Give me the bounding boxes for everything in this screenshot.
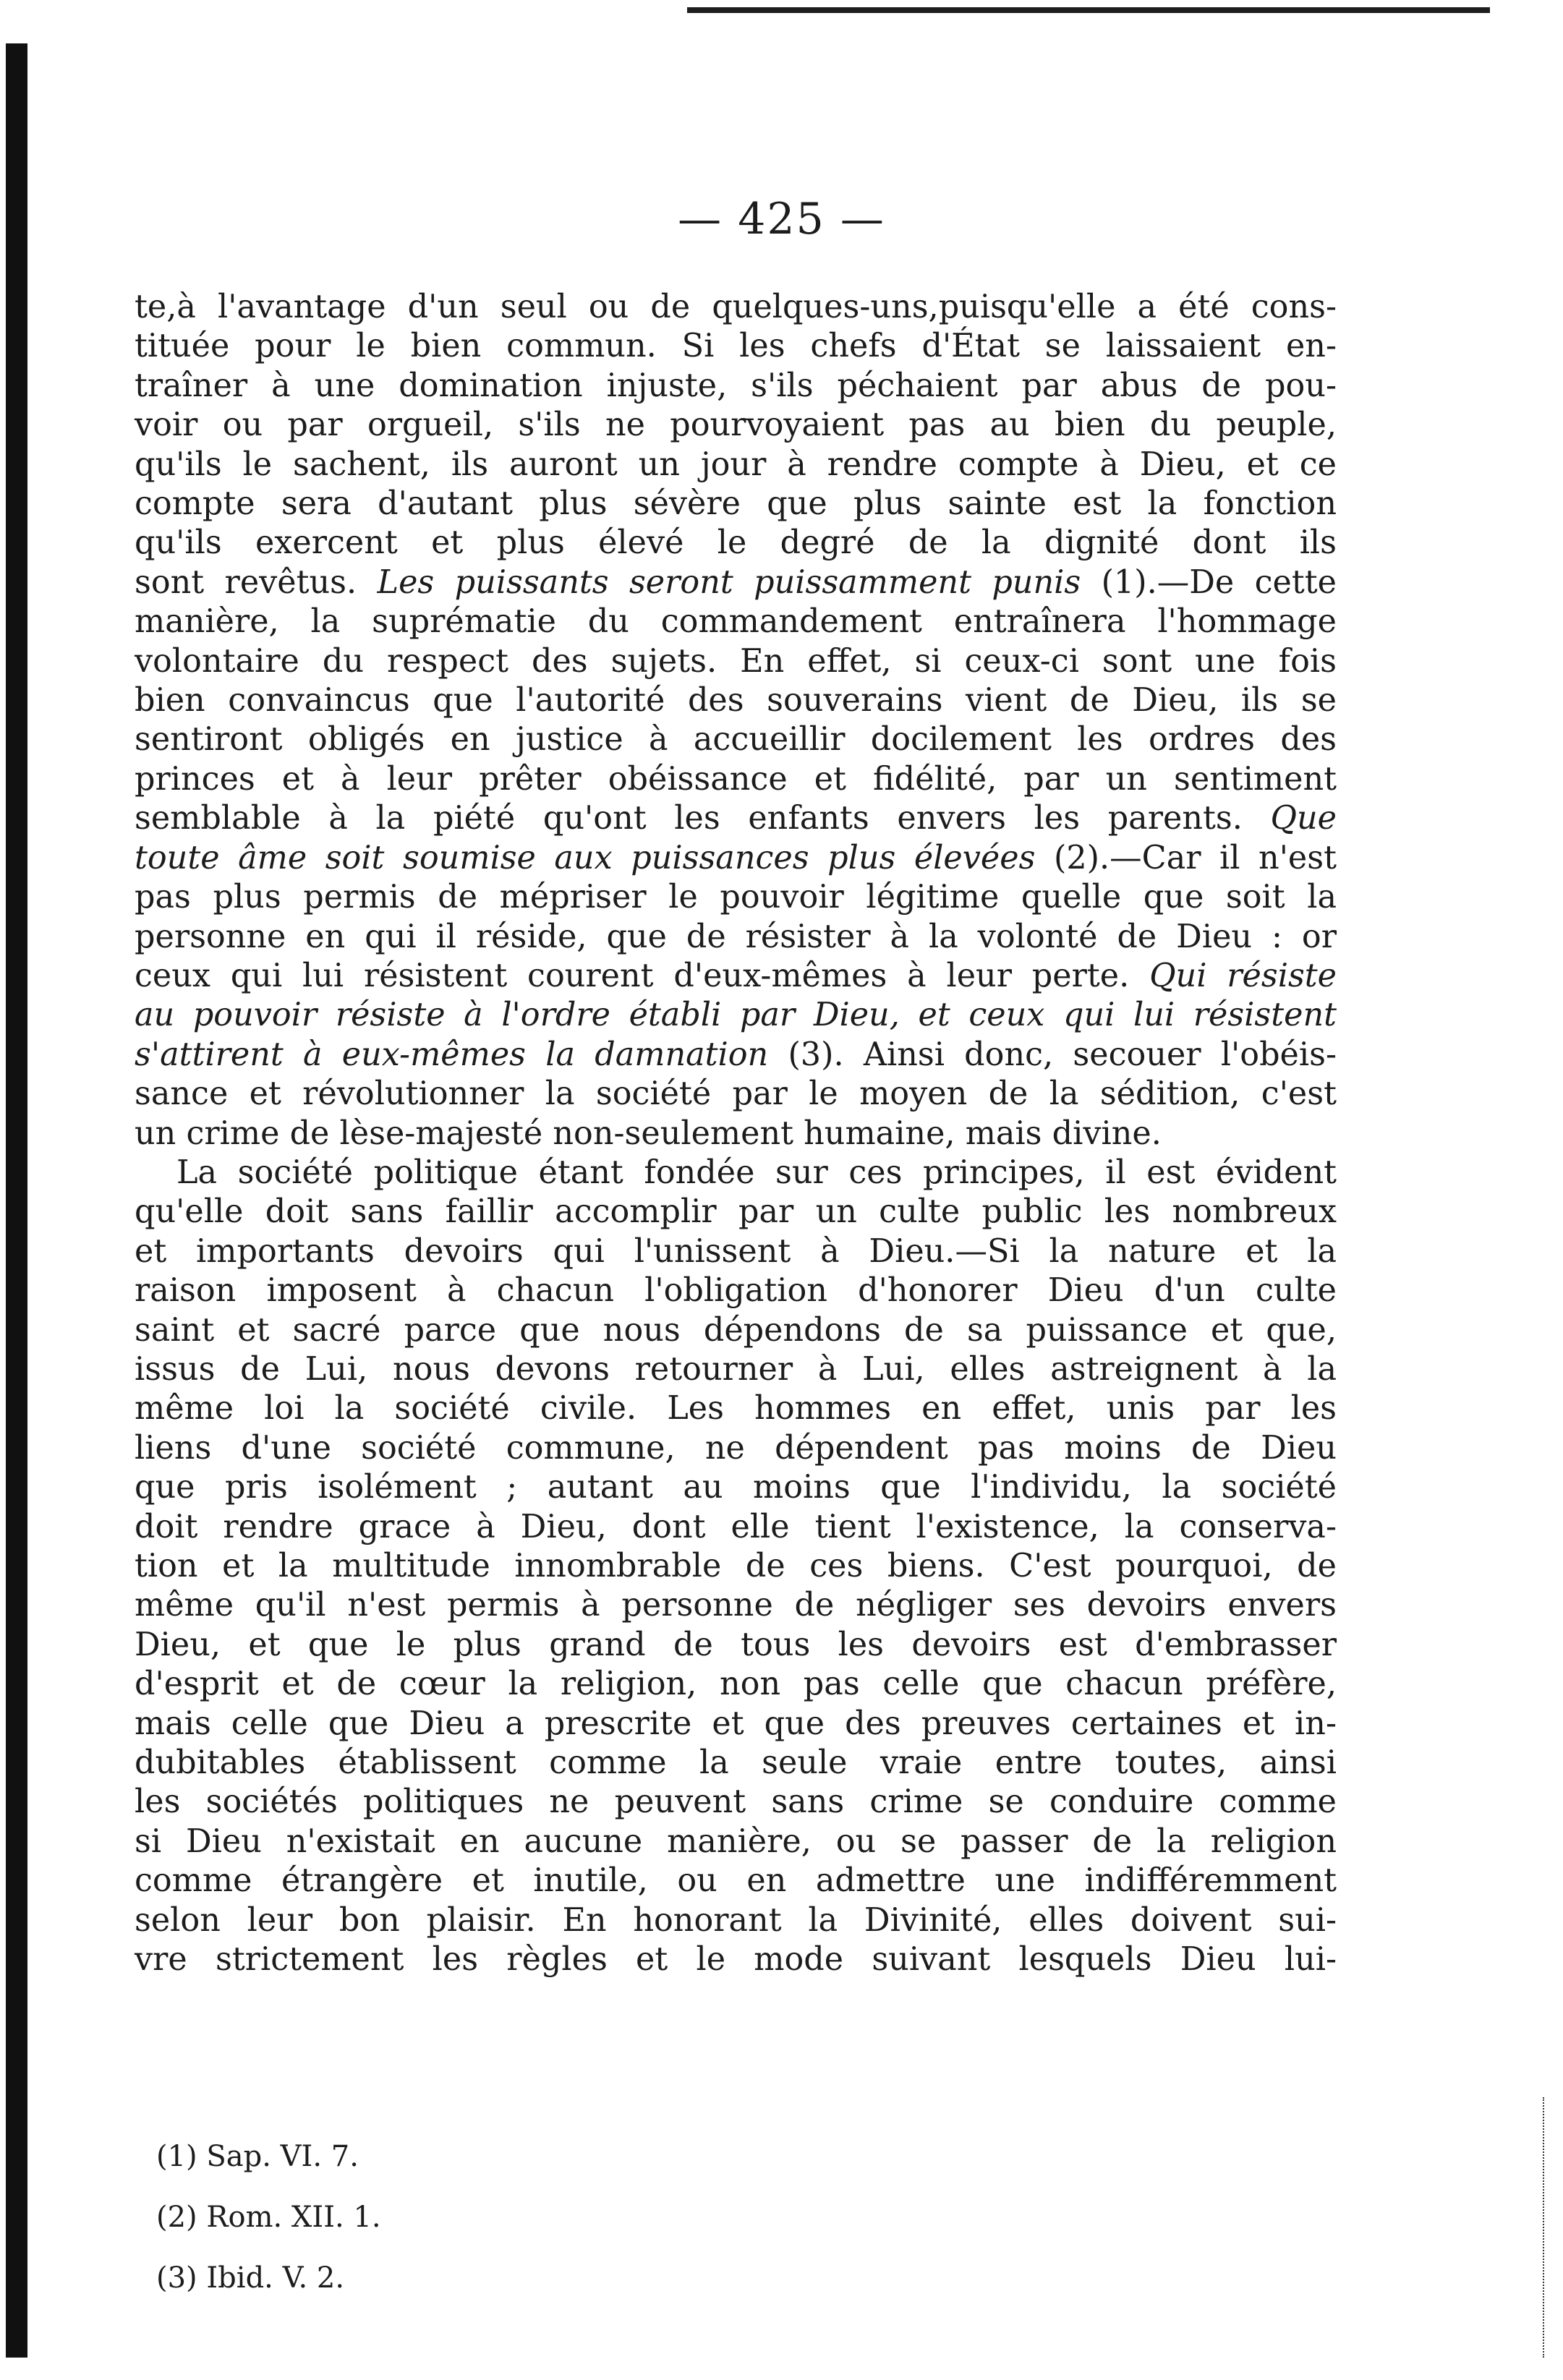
text-line: mais celle que Dieu a prescrite et que des preuves certaines et in- [135, 1705, 1337, 1742]
text-line: même loi la société civile. Les hommes en effet, unis par les [135, 1390, 1337, 1428]
text-line: doit rendre grace à Dieu, dont elle tient l'existence, la conserva- [135, 1508, 1337, 1545]
text-line: voir ou par orgueil, s'ils ne pourvoyaient pas au bien du peuple, [135, 406, 1337, 444]
footnote-reference: (1).—De cette [1081, 563, 1337, 601]
text-line: traîner à une domination injuste, s'ils péchaient par abus de pou- [135, 367, 1337, 404]
footnote-2: (2) Rom. XII. 1. [156, 2201, 381, 2234]
text-line [135, 799, 1337, 838]
text-segment: ceux qui lui résistent courent d'eux-mêmes à leur perte. [135, 957, 1150, 994]
text-line: te,à l'avantage d'un seul ou de quelques-uns,puisqu'elle a été cons- [135, 289, 1337, 325]
scripture-quote: Les puissants seront puissamment punis [377, 563, 1081, 601]
text-line: qu'ils exercent et plus élevé le degré de la dignité dont ils [135, 524, 1337, 562]
text-line: Dieu, et que le plus grand de tous les devoirs est d'embrasser [135, 1626, 1337, 1663]
text-line [135, 839, 1337, 878]
scan-left-edge [6, 43, 27, 2358]
text-line: que pris isolément ; autant au moins que l'individu, la société [135, 1469, 1337, 1506]
text-line: manière, la suprématie du commandement entraînera l'hommage [135, 603, 1337, 641]
text-line: selon leur bon plaisir. En honorant la Divinité, elles doivent sui- [135, 1901, 1337, 1939]
footnote-3: (3) Ibid. V. 2. [156, 2261, 345, 2295]
scan-right-edge-marks [1543, 2097, 1549, 2358]
text-line: princes et à leur prêter obéissance et fidélité, par un sentiment [135, 760, 1337, 798]
paragraph-first-line: La société politique étant fondée sur ces principes, il est évident [176, 1153, 1337, 1191]
text-line: sentiront obligés en justice à accueillir docilement les ordres des [135, 721, 1337, 759]
scripture-quote: toute âme soit soumise aux puissances plus élevées [135, 839, 1036, 876]
text-segment: semblable à la piété qu'ont les enfants envers les parents. [135, 800, 1271, 837]
footnote-reference: (2).—Car il n'est [1035, 839, 1337, 876]
text-line [135, 1036, 1337, 1075]
text-line: saint et sacré parce que nous dépendons de sa puissance et que, [135, 1311, 1337, 1349]
text-line: vre strictement les règles et le mode suivant lesquels Dieu lui- [135, 1941, 1337, 1979]
footnote-1: (1) Sap. VI. 7. [156, 2140, 359, 2173]
text-line [135, 957, 1337, 996]
page-body-text [135, 288, 1337, 1979]
text-line: tituée pour le bien commun. Si les chefs d'État se laissaient en- [135, 328, 1337, 365]
footnote-reference: (3). Ainsi donc, secouer l'obéis- [768, 1036, 1337, 1073]
text-line: raison imposent à chacun l'obligation d'honorer Dieu d'un culte [135, 1272, 1337, 1310]
text-line: qu'ils le sachent, ils auront un jour à rendre compte à Dieu, et ce [135, 445, 1337, 483]
text-line: qu'elle doit sans faillir accomplir par un culte public les nombreux [135, 1193, 1337, 1231]
scripture-quote: Que [1270, 800, 1337, 837]
text-segment: sont revêtus. [135, 563, 378, 601]
text-line [135, 563, 1337, 602]
scripture-quote: s'attirent à eux-mêmes la damnation [135, 1036, 769, 1073]
text-line: un crime de lèse-majesté non-seulement humaine, mais divine. [135, 1114, 1162, 1152]
text-line: même qu'il n'est permis à personne de négliger ses devoirs envers [135, 1587, 1337, 1624]
text-line: comme étrangère et inutile, ou en admettre une indifféremment [135, 1862, 1337, 1900]
scripture-quote: Qui résiste [1149, 957, 1337, 994]
text-line: les sociétés politiques ne peuvent sans crime se conduire comme [135, 1783, 1337, 1821]
text-line: issus de Lui, nous devons retourner à Lui, elles astreignent à la [135, 1350, 1337, 1388]
text-line: bien convaincus que l'autorité des souverains vient de Dieu, ils se [135, 682, 1337, 720]
text-line: personne en qui il réside, que de résister à la volonté de Dieu : or [135, 918, 1337, 955]
text-line: pas plus permis de mépriser le pouvoir légitime quelle que soit la [135, 879, 1337, 916]
top-border-rule [687, 7, 1490, 13]
text-line: liens d'une société commune, ne dépendent pas moins de Dieu [135, 1429, 1337, 1467]
text-line: si Dieu n'existait en aucune manière, ou se passer de la religion [135, 1822, 1337, 1860]
scripture-quote-line: au pouvoir résiste à l'ordre établi par Dieu, et ceux qui lui résistent [135, 997, 1337, 1034]
text-line: dubitables établissent comme la seule vraie entre toutes, ainsi [135, 1744, 1337, 1782]
text-line: sance et révolutionner la société par le moyen de la sédition, c'est [135, 1075, 1337, 1113]
text-line: d'esprit et de cœur la religion, non pas celle que chacun préfère, [135, 1665, 1337, 1703]
page-number: — 425 — [678, 194, 885, 244]
footnotes [156, 2126, 381, 2308]
text-line: et importants devoirs qui l'unissent à Dieu.—Si la nature et la [135, 1232, 1337, 1270]
text-line: volontaire du respect des sujets. En effet, si ceux-ci sont une fois [135, 642, 1337, 680]
text-line: compte sera d'autant plus sévère que plus sainte est la fonction [135, 485, 1337, 523]
text-line: tion et la multitude innombrable de ces biens. C'est pourquoi, de [135, 1548, 1337, 1584]
